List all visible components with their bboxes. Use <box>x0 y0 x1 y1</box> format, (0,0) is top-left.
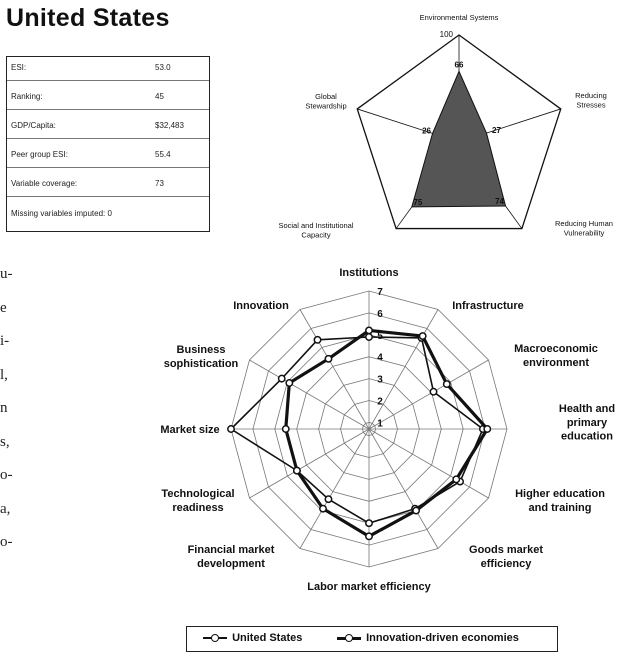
esi-label: ESI: <box>11 63 27 72</box>
united-states-point <box>314 337 320 343</box>
radar-axis-label <box>233 300 289 312</box>
radar-tick-label <box>377 353 383 364</box>
esi-axis-label-line: Social and Institutional <box>278 221 354 230</box>
text-fragment: e <box>0 299 7 316</box>
esi-axis-label-line: Reducing Human <box>555 219 613 228</box>
radar-spoke <box>369 309 438 429</box>
esi-axis-label-line: Vulnerability <box>563 228 605 238</box>
text-fragment: n <box>0 400 8 416</box>
innovation-driven-point <box>366 533 372 539</box>
esi-value-area <box>412 71 506 207</box>
innovation-driven-point <box>413 507 419 513</box>
esi-axis-label-line: Reducing <box>575 91 607 100</box>
legend-label: Innovation-driven economies <box>366 632 519 645</box>
radar-tick-label <box>377 397 383 408</box>
radar-axis-label-line: efficiency <box>480 557 532 570</box>
radar-axis-label-line: education <box>561 430 613 443</box>
innovation-driven-point <box>419 333 425 339</box>
innovation-driven-point <box>453 476 459 482</box>
radar-axis-label-line: development <box>197 557 265 570</box>
radar-axis-label-line: Business <box>176 344 226 356</box>
radar-axis-label <box>515 488 605 514</box>
esi-data-label <box>495 197 504 206</box>
united-states-point <box>366 520 372 526</box>
ranking-label: Ranking: <box>11 92 43 101</box>
text-fragment: o- <box>0 467 13 483</box>
peer-esi-value: 55.4 <box>155 150 171 159</box>
radar-axis-label-line: primary <box>566 416 608 429</box>
coverage-label: Variable coverage: <box>11 179 78 188</box>
esi-axis-label-line: Stresses <box>576 100 606 110</box>
esi-data-label-line: 26 <box>422 126 431 136</box>
text-fragment: i- <box>0 333 10 349</box>
text-fragment: l, <box>0 366 8 383</box>
radar-tick-label-line: 7 <box>377 287 383 298</box>
esi-axis-label-line: Stewardship <box>305 101 347 111</box>
united-states-point <box>228 426 234 432</box>
esi-data-label <box>413 198 422 207</box>
radar-axis-label-line: Higher education <box>515 488 605 500</box>
esi-axis-label <box>305 92 346 110</box>
esi-value: 53.0 <box>155 63 171 72</box>
text-fragment: s, <box>0 433 10 450</box>
esi-axis-label <box>420 13 499 22</box>
united-states-point <box>279 375 285 381</box>
ranking-value: 45 <box>155 92 164 101</box>
innovation-driven-point <box>320 505 326 511</box>
radar-axis-label <box>452 300 524 312</box>
innovation-driven-point <box>366 327 372 333</box>
esi-axis-max-label-line: 100 <box>439 30 453 39</box>
radar-axis-label <box>559 403 615 443</box>
legend-item-innovation-driven <box>337 632 519 644</box>
gdp-label: GDP/Capita: <box>11 121 56 130</box>
radar-axis-label <box>307 581 431 593</box>
legend-label: United States <box>232 632 303 645</box>
radar-axis-label-line: Technological <box>161 488 235 500</box>
esi-data-label <box>422 126 431 135</box>
radar-axis-label-line: Market size <box>160 424 220 436</box>
radar-axis-label-line: Health and <box>558 403 616 415</box>
radar-axis-label-line: readiness <box>172 501 224 514</box>
esi-axis-label <box>278 221 353 239</box>
innovation-driven-point <box>444 381 450 387</box>
radar-axis-label <box>160 424 219 436</box>
radar-axis-label <box>161 488 234 514</box>
radar-axis-label-line: environment <box>522 356 590 369</box>
radar-spoke <box>369 429 489 498</box>
radar-axis-label <box>339 267 398 279</box>
radar-tick-label-line: 2 <box>377 396 383 408</box>
radar-axis-label-line: Macroeconomic <box>514 343 598 355</box>
esi-axis-label-line: Capacity <box>301 230 331 240</box>
esi-data-label-line: 74 <box>495 197 504 207</box>
legend-item-united-states <box>203 632 302 644</box>
esi-axis-max-label <box>440 30 454 39</box>
radar-axis-label-line: Innovation <box>233 300 289 312</box>
legend-swatch <box>337 633 361 643</box>
esi-data-label <box>455 60 464 69</box>
radar-axis-label-line: Financial market <box>187 544 275 556</box>
series-line-united-states <box>231 337 483 523</box>
legend-swatch <box>203 633 227 643</box>
esi-data-label-line: 27 <box>492 126 501 136</box>
radar-axis-label-line: sophistication <box>163 357 239 370</box>
united-states-point <box>325 496 331 502</box>
innovation-driven-point <box>484 426 490 432</box>
esi-axis-label <box>555 219 613 237</box>
innovation-driven-point <box>286 380 292 386</box>
radar-tick-label-line: 6 <box>377 308 383 320</box>
country-title: United States <box>6 4 170 32</box>
legend <box>186 626 558 652</box>
radar-axis-label-line: Infrastructure <box>452 300 524 312</box>
innovation-driven-point <box>325 356 331 362</box>
esi-axis-label-line: Environmental Systems <box>419 13 499 22</box>
radar-tick-label-line: 3 <box>377 374 383 386</box>
esi-data-label-line: 66 <box>454 60 464 70</box>
united-states-point <box>430 389 436 395</box>
radar-axis-label <box>469 544 543 570</box>
radar-tick-label-line: 4 <box>377 352 383 364</box>
united-states-point <box>366 334 372 340</box>
radar-axis-label-line: Institutions <box>339 267 399 279</box>
missing-label: Missing variables imputed: 0 <box>11 209 112 218</box>
radar-tick-label-line: 5 <box>377 330 383 342</box>
radar-tick-label <box>377 309 383 320</box>
esi-axis-label-line: Global <box>315 92 337 101</box>
radar-tick-label-line: 1 <box>377 418 383 430</box>
esi-axis-label <box>575 91 607 109</box>
radar-axis-label-line: Labor market efficiency <box>307 581 431 593</box>
gdp-value: $32,483 <box>155 121 184 130</box>
esi-data-label-line: 75 <box>413 197 423 207</box>
radar-axis-label <box>514 343 598 369</box>
radar-axis-label-line: and training <box>528 501 592 514</box>
coverage-value: 73 <box>155 179 164 188</box>
radar-tick-label <box>377 287 383 298</box>
radar-axis-label <box>164 344 239 370</box>
esi-data-label <box>492 126 501 135</box>
radar-axis-label <box>188 544 275 570</box>
innovation-driven-point <box>294 467 300 473</box>
peer-esi-label: Peer group ESI: <box>11 150 68 159</box>
radar-tick-label <box>377 375 383 386</box>
radar-axis-label-line: Goods market <box>469 544 543 556</box>
text-fragment: o- <box>0 534 13 550</box>
radar-tick-label <box>377 418 383 429</box>
text-fragment: u- <box>0 266 13 282</box>
innovation-driven-point <box>283 426 289 432</box>
text-fragment: a, <box>0 500 11 517</box>
